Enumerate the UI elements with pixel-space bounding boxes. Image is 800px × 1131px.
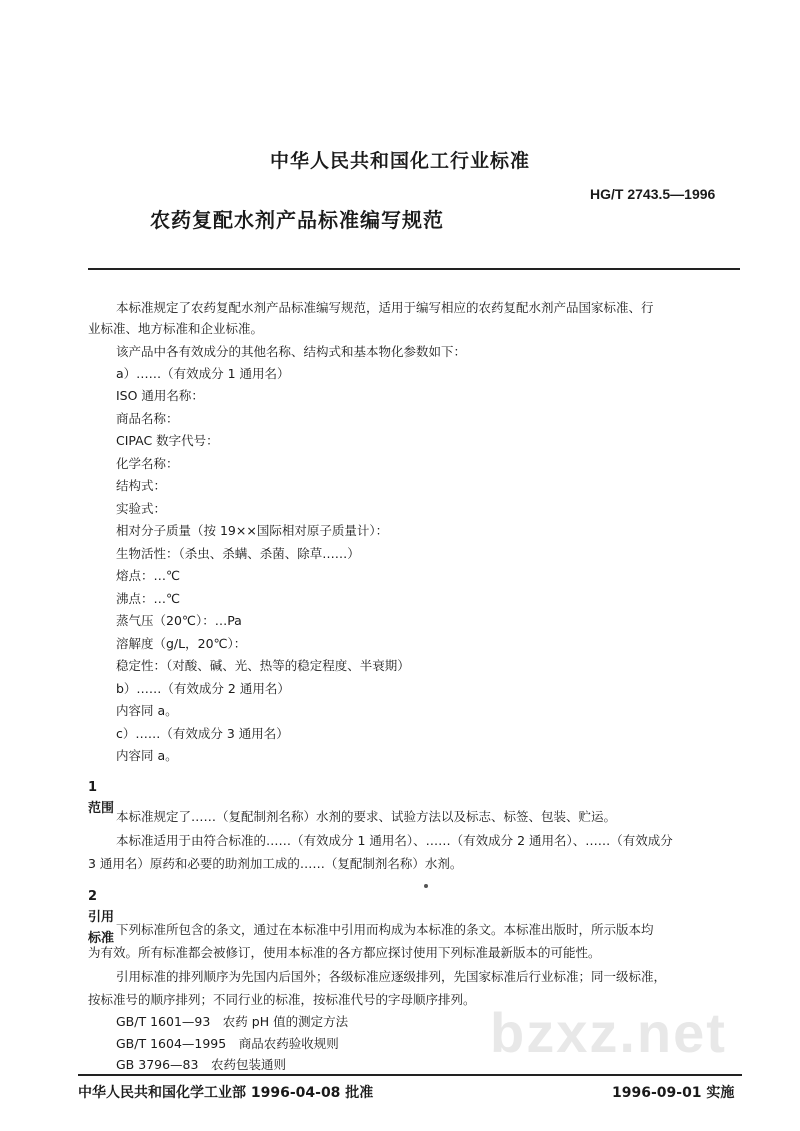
intro-line: 内容同 a。: [116, 748, 178, 763]
footer-divider: [78, 1074, 742, 1076]
intro-line: b）……（有效成分 2 通用名）: [116, 681, 290, 696]
intro-line: 沸点：…℃: [116, 591, 181, 606]
organization-title: 中华人民共和国化工行业标准: [269, 150, 530, 172]
watermark: bzxz.net: [490, 1001, 727, 1064]
header-divider: [88, 268, 740, 270]
section-heading-scope: [88, 777, 116, 819]
intro-line: 化学名称：: [116, 456, 179, 471]
section-title: 引用标准: [88, 910, 115, 946]
section-title: 范围: [88, 801, 115, 816]
reference-entry: GB/T 1604—1995 商品农药验收规则: [116, 1036, 339, 1051]
implementation-date: 1996-09-01 实施: [612, 1085, 735, 1101]
intro-line: 相对分子质量（按 19××国际相对原子质量计）：: [116, 523, 389, 538]
intro-line: CIPAC 数字代号：: [116, 433, 219, 448]
section1-line: 本标准规定了……（复配制剂名称）水剂的要求、试验方法以及标志、标签、包装、贮运。: [116, 809, 617, 824]
intro-line: 该产品中各有效成分的其他名称、结构式和基本物化参数如下：: [116, 344, 467, 359]
section-number: 1: [88, 780, 98, 795]
section2-line: 引用标准的排列顺序为先国内后国外；各级标准应逐级排列，先国家标准后行业标准；同一级标准，: [116, 969, 667, 984]
intro-line: c）……（有效成分 3 通用名）: [116, 726, 289, 741]
reference-entry: GB/T 1601—93 农药 pH 值的测定方法: [116, 1014, 349, 1029]
intro-line: 业标准、地方标准和企业标准。: [88, 321, 264, 336]
reference-entry: GB 3796—83 农药包装通则: [116, 1057, 286, 1072]
intro-line: 溶解度（g/L，20℃）：: [116, 636, 247, 651]
intro-line: 结构式：: [116, 478, 167, 493]
section-number: 2: [88, 889, 98, 904]
section-heading-references: [88, 886, 116, 949]
document-title: 农药复配水剂产品标准编写规范: [150, 208, 444, 232]
intro-line: 蒸气压（20℃）：…Pa: [116, 613, 242, 628]
intro-line: 熔点：…℃: [116, 568, 181, 583]
intro-line: a）……（有效成分 1 通用名）: [116, 366, 290, 381]
approval-note: 中华人民共和国化学工业部 1996-04-08 批准: [78, 1085, 374, 1101]
intro-line: 商品名称：: [116, 411, 179, 426]
section2-line: 按标准号的顺序排列；不同行业的标准，按标准代号的字母顺序排列。: [88, 992, 476, 1007]
section1-line: 3 通用名）原药和必要的助剂加工成的……（复配制剂名称）水剂。: [88, 856, 463, 871]
intro-line: 本标准规定了农药复配水剂产品标准编写规范，适用于编写相应的农药复配水剂产品国家标准、行: [116, 300, 654, 315]
intro-line: 实验式：: [116, 501, 167, 516]
intro-line: 内容同 a。: [116, 703, 178, 718]
section2-line: 为有效。所有标准都会被修订，使用本标准的各方都应探讨使用下列标准最新版本的可能性。: [88, 945, 601, 960]
intro-line: 稳定性：（对酸、碱、光、热等的稳定程度、半衰期）: [116, 658, 410, 673]
standard-code: HG/T 2743.5—1996: [590, 186, 716, 202]
intro-line: ISO 通用名称：: [116, 388, 204, 403]
section1-line: 本标准适用于由符合标准的……（有效成分 1 通用名）、……（有效成分 2 通用名）、……（有效成分: [116, 833, 673, 848]
section2-line: 下列标准所包含的条文，通过在本标准中引用而构成为本标准的条文。本标准出版时，所示版本均: [116, 922, 654, 937]
scan-speck: [424, 884, 428, 888]
intro-line: 生物活性：（杀虫、杀螨、杀菌、除草……）: [116, 546, 360, 561]
